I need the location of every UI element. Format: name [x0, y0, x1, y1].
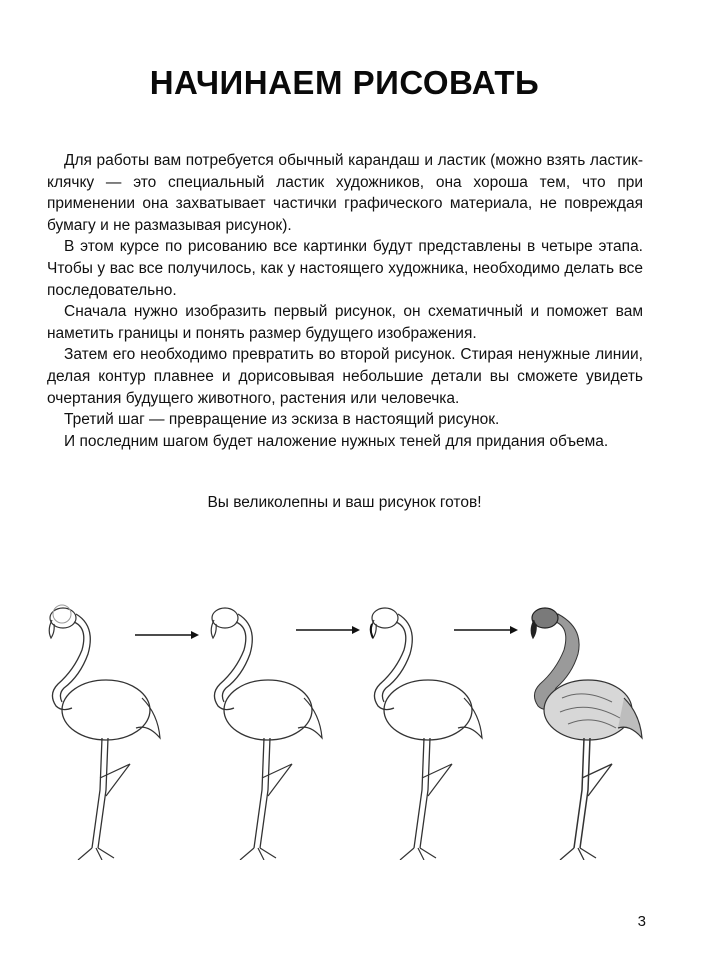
- right-arrow-icon: [454, 626, 518, 634]
- paragraph-5: Третий шаг — превращение из эскиза в настоящий рисунок.: [64, 411, 500, 429]
- stage-3-clean: [371, 608, 482, 860]
- stage-1-sketch: [49, 605, 160, 860]
- body-text: [47, 150, 643, 452]
- stage-4-shaded: [531, 608, 642, 860]
- right-arrow-icon: [135, 631, 199, 639]
- page-number: 3: [637, 913, 646, 930]
- page-title: НАЧИНАЕМ РИСОВАТЬ: [149, 64, 540, 101]
- paragraph-4: Затем его необходимо превратить во второй рисунок. Стирая ненужные линии, делая контур плавнее и дорисовывая небольшие детали вы сможете увидеть очертания будущего животного, растения или человечка.: [47, 346, 643, 407]
- paragraph-2: В этом курсе по рисованию все картинки будут представлены в четыре этапа. Чтобы у вас все получилось, как у настоящего художника, необходимо делать все последовательно.: [47, 238, 643, 299]
- paragraph-6: И последним шагом будет наложение нужных теней для придания объема.: [64, 432, 609, 450]
- paragraph-1: Для работы вам потребуется обычный карандаш и ластик (можно взять ластик-клячку — это специальный ластик художников, она хороша тем, что при применении она захватывает частички графического материала, не повреждая бумагу и не размазывая рисунок).: [47, 152, 643, 234]
- paragraph-3: Сначала нужно изобразить первый рисунок, он схематичный и поможет вам наметить границы и понять размер будущего изображения.: [47, 303, 643, 342]
- stage-2-outline: [211, 608, 322, 860]
- right-arrow-icon: [296, 626, 360, 634]
- tagline: Вы великолепны и ваш рисунок готов!: [207, 494, 482, 511]
- flamingo-stages-illustration: [0, 560, 709, 860]
